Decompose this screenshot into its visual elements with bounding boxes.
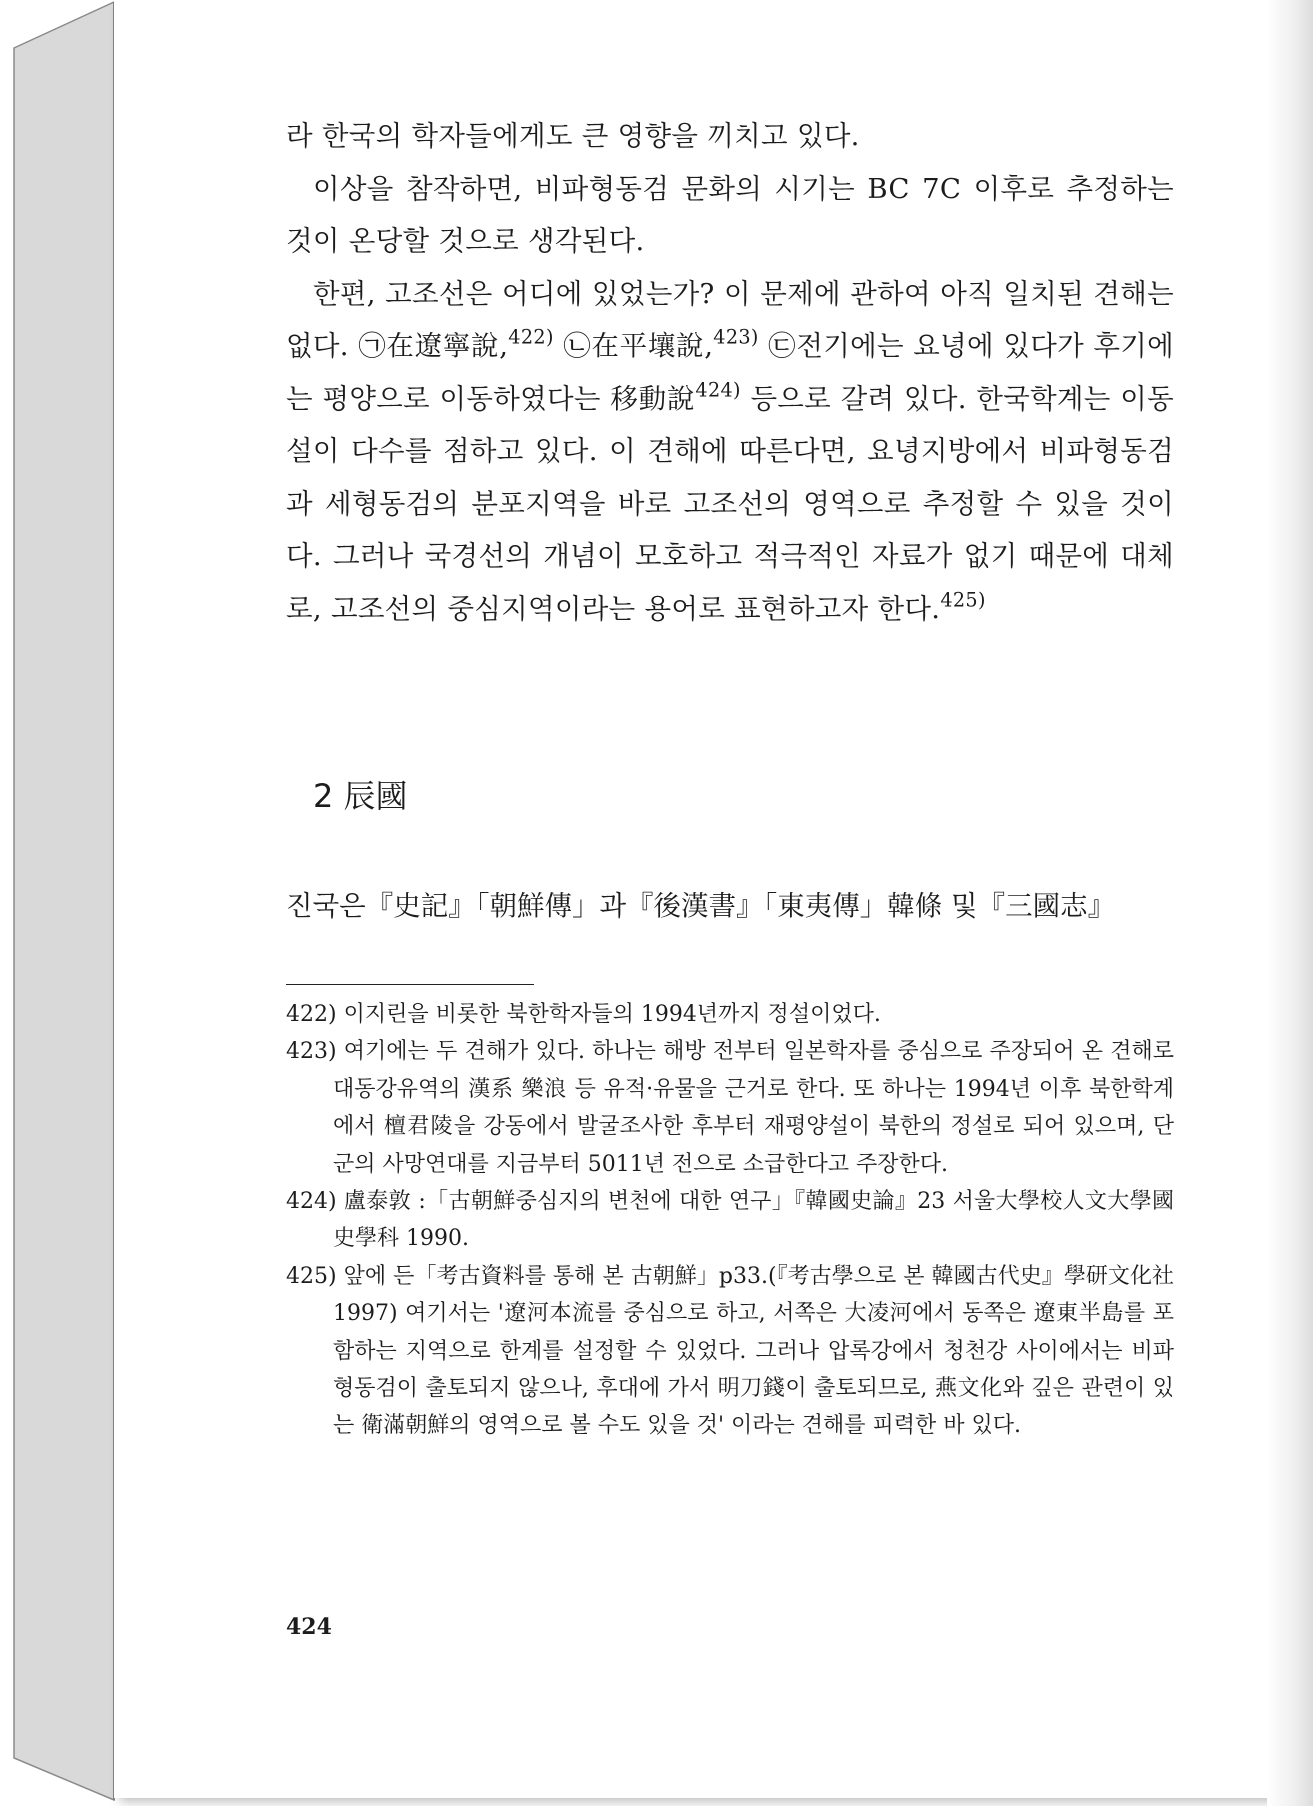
section-heading: 2 辰國	[313, 777, 408, 815]
paragraph-3-text-a: 한편, 고조선은 어디에 있었는가? 이 문제에 관하여 아직 일치된 견해는 없다. ㉠在遼寧說,	[286, 277, 1174, 362]
page-edge-shadow	[1267, 0, 1313, 1806]
body-text	[286, 110, 1174, 635]
paragraph-1: 라 한국의 학자들에게도 큰 영향을 끼치고 있다.	[286, 120, 860, 152]
footnote-ref-422: 422)	[508, 325, 554, 349]
footnote-divider	[286, 984, 534, 985]
footnote-422: 422) 이지린을 비롯한 북한학자들의 1994년까지 정설이었다.	[286, 1002, 881, 1027]
paragraph-3-text-d: 등으로 갈려 있다. 한국학계는 이동설이 다수를 점하고 있다. 이 견해에 따른다면, 요녕지방에서 비파형동검과 세형동검의 분포지역을 바로 고조선의 영역으로 추정할 수 있을 것이다. 그러나 국경선의 개념이 모호하고 적극적인 자료가 없기 때문에 대체로, 고조선의 중심지역이라는 용어로 표현하고자 한다.	[286, 382, 1174, 625]
footnote-423: 423) 여기에는 두 견해가 있다. 하나는 해방 전부터 일본학자를 중심으로 주장되어 온 견해로 대동강유역의 漢系 樂浪 등 유적·유물을 근거로 한다. 또 하나는 1994년 이후 북한학계에서 檀君陵을 강동에서 발굴조사한 후부터 재평양설이 북한의 정설로 되어 있으며, 단군의 사망연대를 지금부터 5011년 전으로 소급한다고 주장한다.	[286, 1039, 1174, 1177]
page-number: 424	[286, 1614, 332, 1640]
footnote-425: 425) 앞에 든「考古資料를 통해 본 古朝鮮」p33.(『考古學으로 본 韓國古代史』學研文化社 1997) 여기서는 '遼河本流를 중심으로 하고, 서쪽은 大凌河에서 동쪽은 遼東半島를 포함하는 지역으로 한계를 설정할 수 있었다. 그러나 압록강에서 청천강 사이에서는 비파형동검이 출토되지 않으나, 후대에 가서 明刀錢이 출토되므로, 燕文化와 깊은 관련이 있는 衛滿朝鮮의 영역으로 볼 수도 있을 것' 이라는 견해를 피력한 바 있다.	[286, 1263, 1174, 1439]
footnotes	[286, 996, 1174, 1445]
paragraph-3-text-b: ㉡在平壤說,	[553, 330, 714, 362]
paragraph-3	[286, 268, 1174, 636]
paragraph-2: 이상을 참작하면, 비파형동검 문화의 시기는 BC 7C 이후로 추정하는 것이 온당할 것으로 생각된다.	[286, 172, 1174, 257]
footnote-ref-423: 423)	[713, 325, 759, 349]
paragraph-3-text-c: ㉢전기에는 요녕에 있다가 후기에는 평양으로 이동하였다는 移動說	[286, 330, 1174, 415]
footnote-424: 424) 盧泰敦 :「古朝鮮중심지의 변천에 대한 연구」『韓國史論』23 서울大學校人文大學國史學科 1990.	[286, 1189, 1174, 1252]
footnote-ref-424: 424)	[695, 377, 741, 401]
section-first-line: 진국은『史記』「朝鮮傳」과『後漢書』「東夷傳」韓條 및『三國志』	[286, 890, 1116, 922]
footnote-ref-425: 425)	[940, 587, 986, 611]
